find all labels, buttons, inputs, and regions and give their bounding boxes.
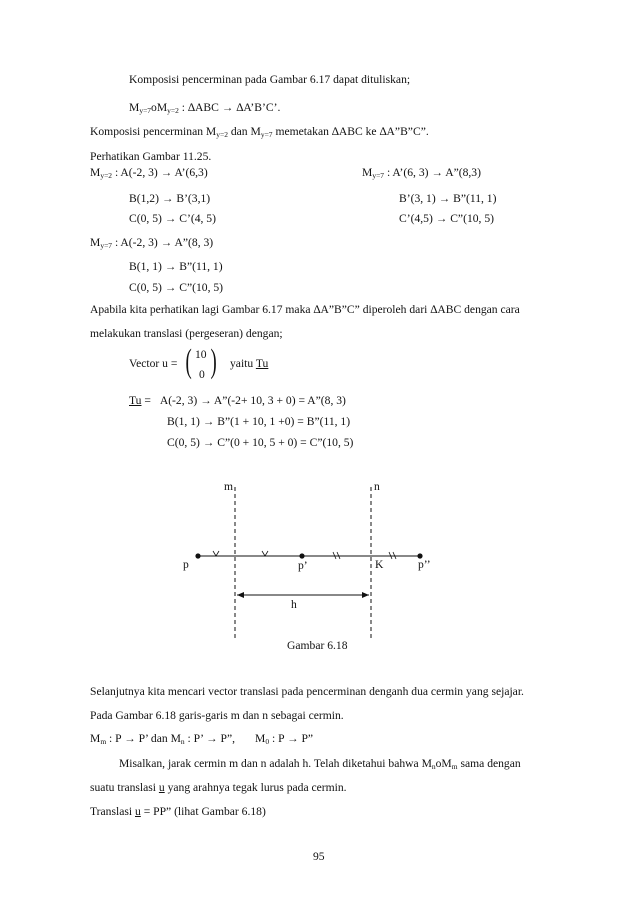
left-paren: ( (185, 343, 192, 380)
tick-mark-2 (262, 551, 268, 556)
bottom-line-3: $M_m$ : P → P’ dan $M_n$ : P’ → P”, $M_0$ : P → P” (90, 732, 314, 746)
right-paren: ) (210, 343, 217, 380)
h-arrow-left-head (237, 592, 244, 598)
see-figure-line: Perhatikan Gambar 11.25. (90, 150, 212, 163)
paragraph-line-1: Apabila kita perhatikan lagi Gambar 6.17 maka ∆A”B”C” diperoleh dari ∆ABC dengan cara (90, 303, 520, 316)
label-n: n (374, 480, 380, 493)
vector-bottom: 0 (199, 368, 205, 381)
mapping-combined-header: $M_{y=7}$ : A(-2, 3) → A”(8, 3) (90, 236, 214, 250)
bottom-line-5: suatu translasi u yang arahnya tegak lurus pada cermin. (90, 781, 347, 794)
mapping-left-header: $M_{y=2}$ : A(-2, 3) → A’(6,3) (90, 166, 208, 180)
mapping-left-b: B(1,2) → B’(3,1) (129, 192, 211, 205)
bottom-line-6: Translasi u = PP” (lihat Gambar 6.18) (90, 805, 266, 818)
mapping-right-b: B’(3, 1) → B”(11, 1) (399, 192, 497, 205)
mapping-combined-b: B(1, 1) → B”(11, 1) (129, 260, 223, 273)
composition-expression: $M_{y=7}oM_{y=2}$ : ∆ABC → ∆A’B’C’. (129, 101, 281, 115)
mapping-right-header: $M_{y=7}$ : A’(6, 3) → A”(8,3) (362, 166, 481, 180)
label-p-prime: p’ (298, 559, 308, 572)
vector-label: Vector u = (129, 357, 178, 370)
point-p-prime (299, 553, 304, 558)
point-p (195, 553, 200, 558)
bottom-line-2: Pada Gambar 6.18 garis-garis m dan n sebagai cermin. (90, 709, 344, 722)
page-number: 95 (313, 850, 325, 863)
vector-top: 10 (195, 348, 207, 361)
translation-a: Tu = A(-2, 3) → A”(-2+ 10, 3 + 0) = A”(8, 3) (129, 394, 346, 407)
label-p: p (183, 558, 189, 571)
composition-statement: Komposisi pencerminan $M_{y=2}$ dan $M_{y=7}$ memetakan ∆ABC ke ∆A”B”C”. (90, 125, 429, 139)
tick-mark-1 (213, 551, 219, 556)
mapping-left-c: C(0, 5) → C’(4, 5) (129, 212, 216, 225)
translation-b: B(1, 1) → B”(1 + 10, 1 +0) = B”(11, 1) (167, 415, 351, 428)
bottom-line-1: Selanjutnya kita mencari vector translasi pada pencerminan denganh dua cermin yang sejajar. (90, 685, 524, 698)
label-m: m (224, 480, 234, 493)
vector-after: yaitu Tu (230, 357, 269, 370)
mapping-right-c: C’(4,5) → C”(10, 5) (399, 212, 494, 225)
h-arrow-right-head (362, 592, 369, 598)
mapping-combined-c: C(0, 5) → C”(10, 5) (129, 281, 224, 294)
bottom-line-4: Misalkan, jarak cermin m dan n adalah h. Telah diketahui bahwa $M_noM_m$ sama dengan (119, 757, 521, 771)
label-h: h (291, 598, 297, 611)
paragraph-line-2: melakukan translasi (pergeseran) dengan; (90, 327, 283, 340)
label-p-double: p’’ (418, 558, 431, 571)
translation-c: C(0, 5) → C”(0 + 10, 5 + 0) = C”(10, 5) (167, 436, 354, 449)
figure-caption: Gambar 6.18 (287, 639, 348, 652)
label-k: K (375, 558, 384, 571)
intro-line: Komposisi pencerminan pada Gambar 6.17 dapat dituliskan; (129, 73, 411, 86)
